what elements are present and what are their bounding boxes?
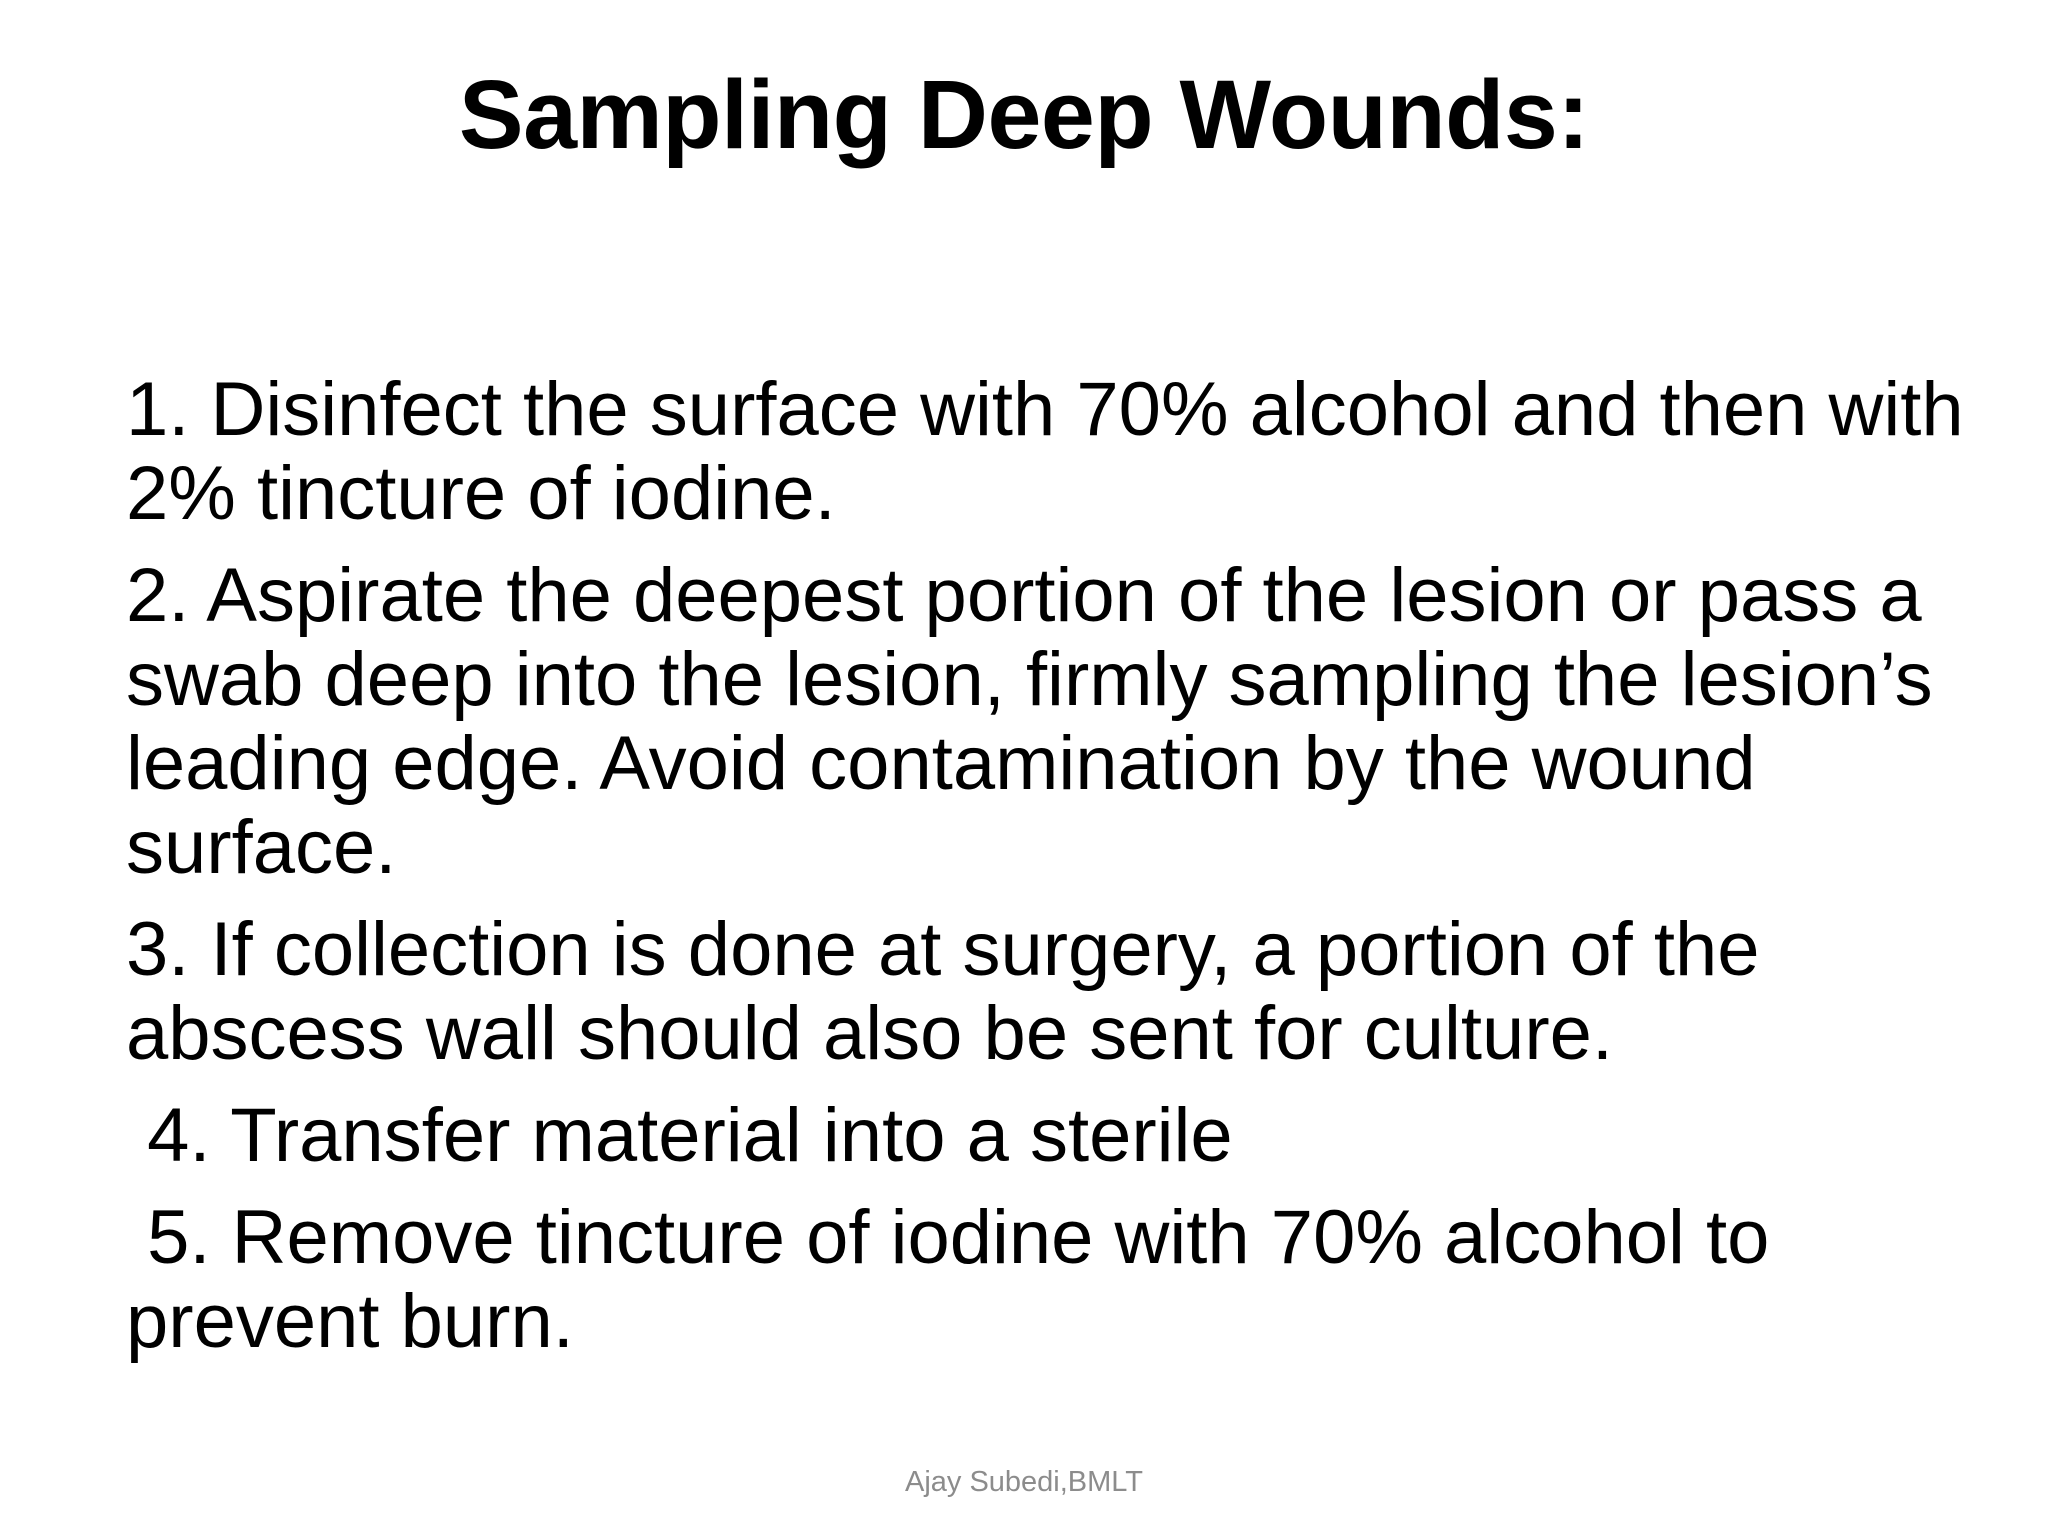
steps-list bbox=[126, 368, 1966, 1382]
step-4: 4. Transfer material into a sterile bbox=[126, 1093, 1233, 1178]
step-5: 5. Remove tincture of iodine with 70% alcohol to prevent burn. bbox=[126, 1195, 1791, 1364]
slide-footer-author: Ajay Subedi,BMLT bbox=[904, 1466, 1144, 1498]
step-1: 1. Disinfect the surface with 70% alcohol and then with 2% tincture of iodine. bbox=[126, 367, 1964, 536]
step-2: 2. Aspirate the deepest portion of the lesion or pass a swab deep into the lesion, firmly sampling the lesion’s leading edge. Avoid contamination by the wound surface. bbox=[126, 553, 1933, 890]
step-3: 3. If collection is done at surgery, a portion of the abscess wall should also be sent for culture. bbox=[126, 907, 1760, 1076]
slide-title: Sampling Deep Wounds: bbox=[458, 60, 1590, 169]
